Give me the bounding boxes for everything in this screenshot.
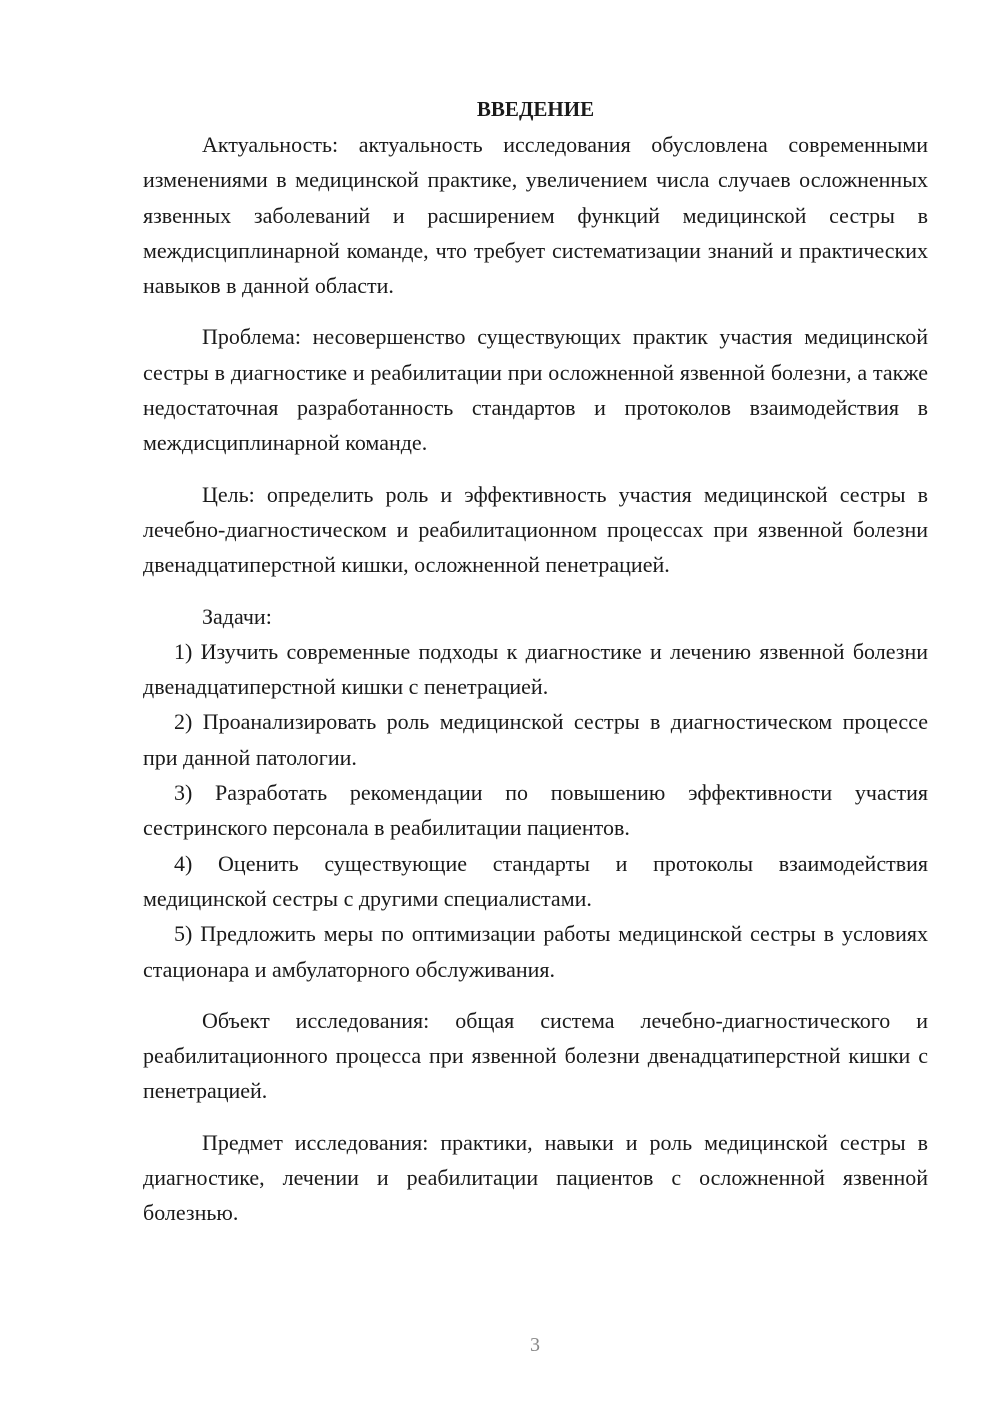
document-page — [143, 92, 928, 1231]
subject-paragraph: Предмет исследования: практики, навыки и роль медицинской сестры в диагностике, лечении и реабилитации пациентов с осложненной язвенной болезнью. — [143, 1129, 928, 1226]
tasks-label: Задачи: — [202, 603, 272, 629]
task-item-1: 1) Изучить современные подходы к диагностике и лечению язвенной болезни двенадцатиперстной кишки с пенетрацией. — [143, 638, 928, 700]
goal-paragraph: Цель: определить роль и эффективность участия медицинской сестры в лечебно-диагностическом и реабилитационном процессах при язвенной болезни двенадцатиперстной кишки, осложненной пенетрацией. — [143, 481, 928, 578]
page-number: 3 — [530, 1334, 540, 1356]
task-item-2: 2) Проанализировать роль медицинской сестры в диагностическом процессе при данной патологии. — [143, 709, 928, 770]
relevance-paragraph: Актуальность: актуальность исследования обусловлена современными изменениями в медицинской практике, увеличением числа случаев осложненных язвенных заболеваний и расширением функций медицинской сестры в междисциплинарной команде, что требует систематизации знаний и практических навыков в данной области. — [143, 132, 928, 299]
task-item-5: 5) Предложить меры по оптимизации работы медицинской сестры в условиях стационара и амбулаторного обслуживания. — [143, 921, 928, 982]
task-item-4: 4) Оценить существующие стандарты и протоколы взаимодействия медицинской сестры с другими специалистами. — [143, 850, 928, 911]
section-heading: ВВЕДЕНИЕ — [476, 97, 595, 121]
object-paragraph: Объект исследования: общая система лечебно-диагностического и реабилитационного процесса при язвенной болезни двенадцатиперстной кишки с пенетрацией. — [143, 1007, 928, 1104]
task-item-3: 3) Разработать рекомендации по повышению эффективности участия сестринского персонала в реабилитации пациентов. — [143, 780, 928, 841]
problem-paragraph: Проблема: несовершенство существующих практик участия медицинской сестры в диагностике и реабилитации при осложненной язвенной болезни, а также недостаточная разработанность стандартов и протоколов взаимодействия в междисциплинарной команде. — [143, 324, 928, 456]
